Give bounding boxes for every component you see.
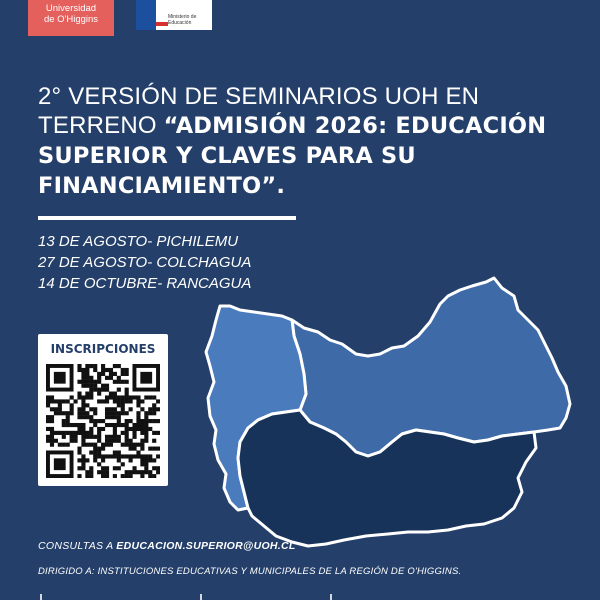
contact-line — [38, 540, 296, 552]
headline — [38, 82, 578, 201]
bottom-tick — [40, 594, 42, 600]
uoh-logo-line2: de O'Higgins — [43, 14, 99, 25]
contact-prefix: CONSULTAS A — [38, 540, 117, 552]
ministry-logo-text: Ministerio de Educación — [168, 14, 197, 26]
ministry-logo-blue-bar — [136, 0, 156, 30]
audience-line: DIRIGIDO A: INSTITUCIONES EDUCATIVAS Y MUNICIPALES DE LA REGIÓN DE O'HIGGINS. — [38, 566, 462, 577]
region-map — [196, 270, 596, 560]
registration-card[interactable] — [38, 334, 168, 486]
bottom-tick — [330, 594, 332, 600]
divider — [38, 216, 296, 220]
qr-code-icon[interactable] — [46, 364, 160, 478]
headline-bold: “ADMISIÓN 2026: EDUCACIÓN SUPERIOR Y CLAVES PARA SU FINANCIAMIENTO”. — [38, 113, 547, 199]
bottom-tick — [200, 594, 202, 600]
date-item: 14 DE OCTUBRE- RANCAGUA — [38, 275, 252, 292]
contact-email-link[interactable]: EDUCACION.SUPERIOR@UOH.CL — [116, 540, 296, 552]
map-region-north — [292, 278, 570, 456]
registration-title: INSCRIPCIONES — [50, 342, 156, 356]
headline-light: 2° VERSIÓN DE SEMINARIOS UOH EN TERRENO — [38, 83, 480, 139]
uoh-logo — [28, 0, 114, 36]
date-item: 27 DE AGOSTO- COLCHAGUA — [38, 254, 252, 271]
uoh-logo-line1: Universidad — [45, 3, 97, 14]
date-item: 13 DE AGOSTO- PICHILEMU — [38, 233, 239, 250]
ministry-logo-red-bar — [156, 22, 168, 26]
ministry-logo — [136, 0, 212, 30]
